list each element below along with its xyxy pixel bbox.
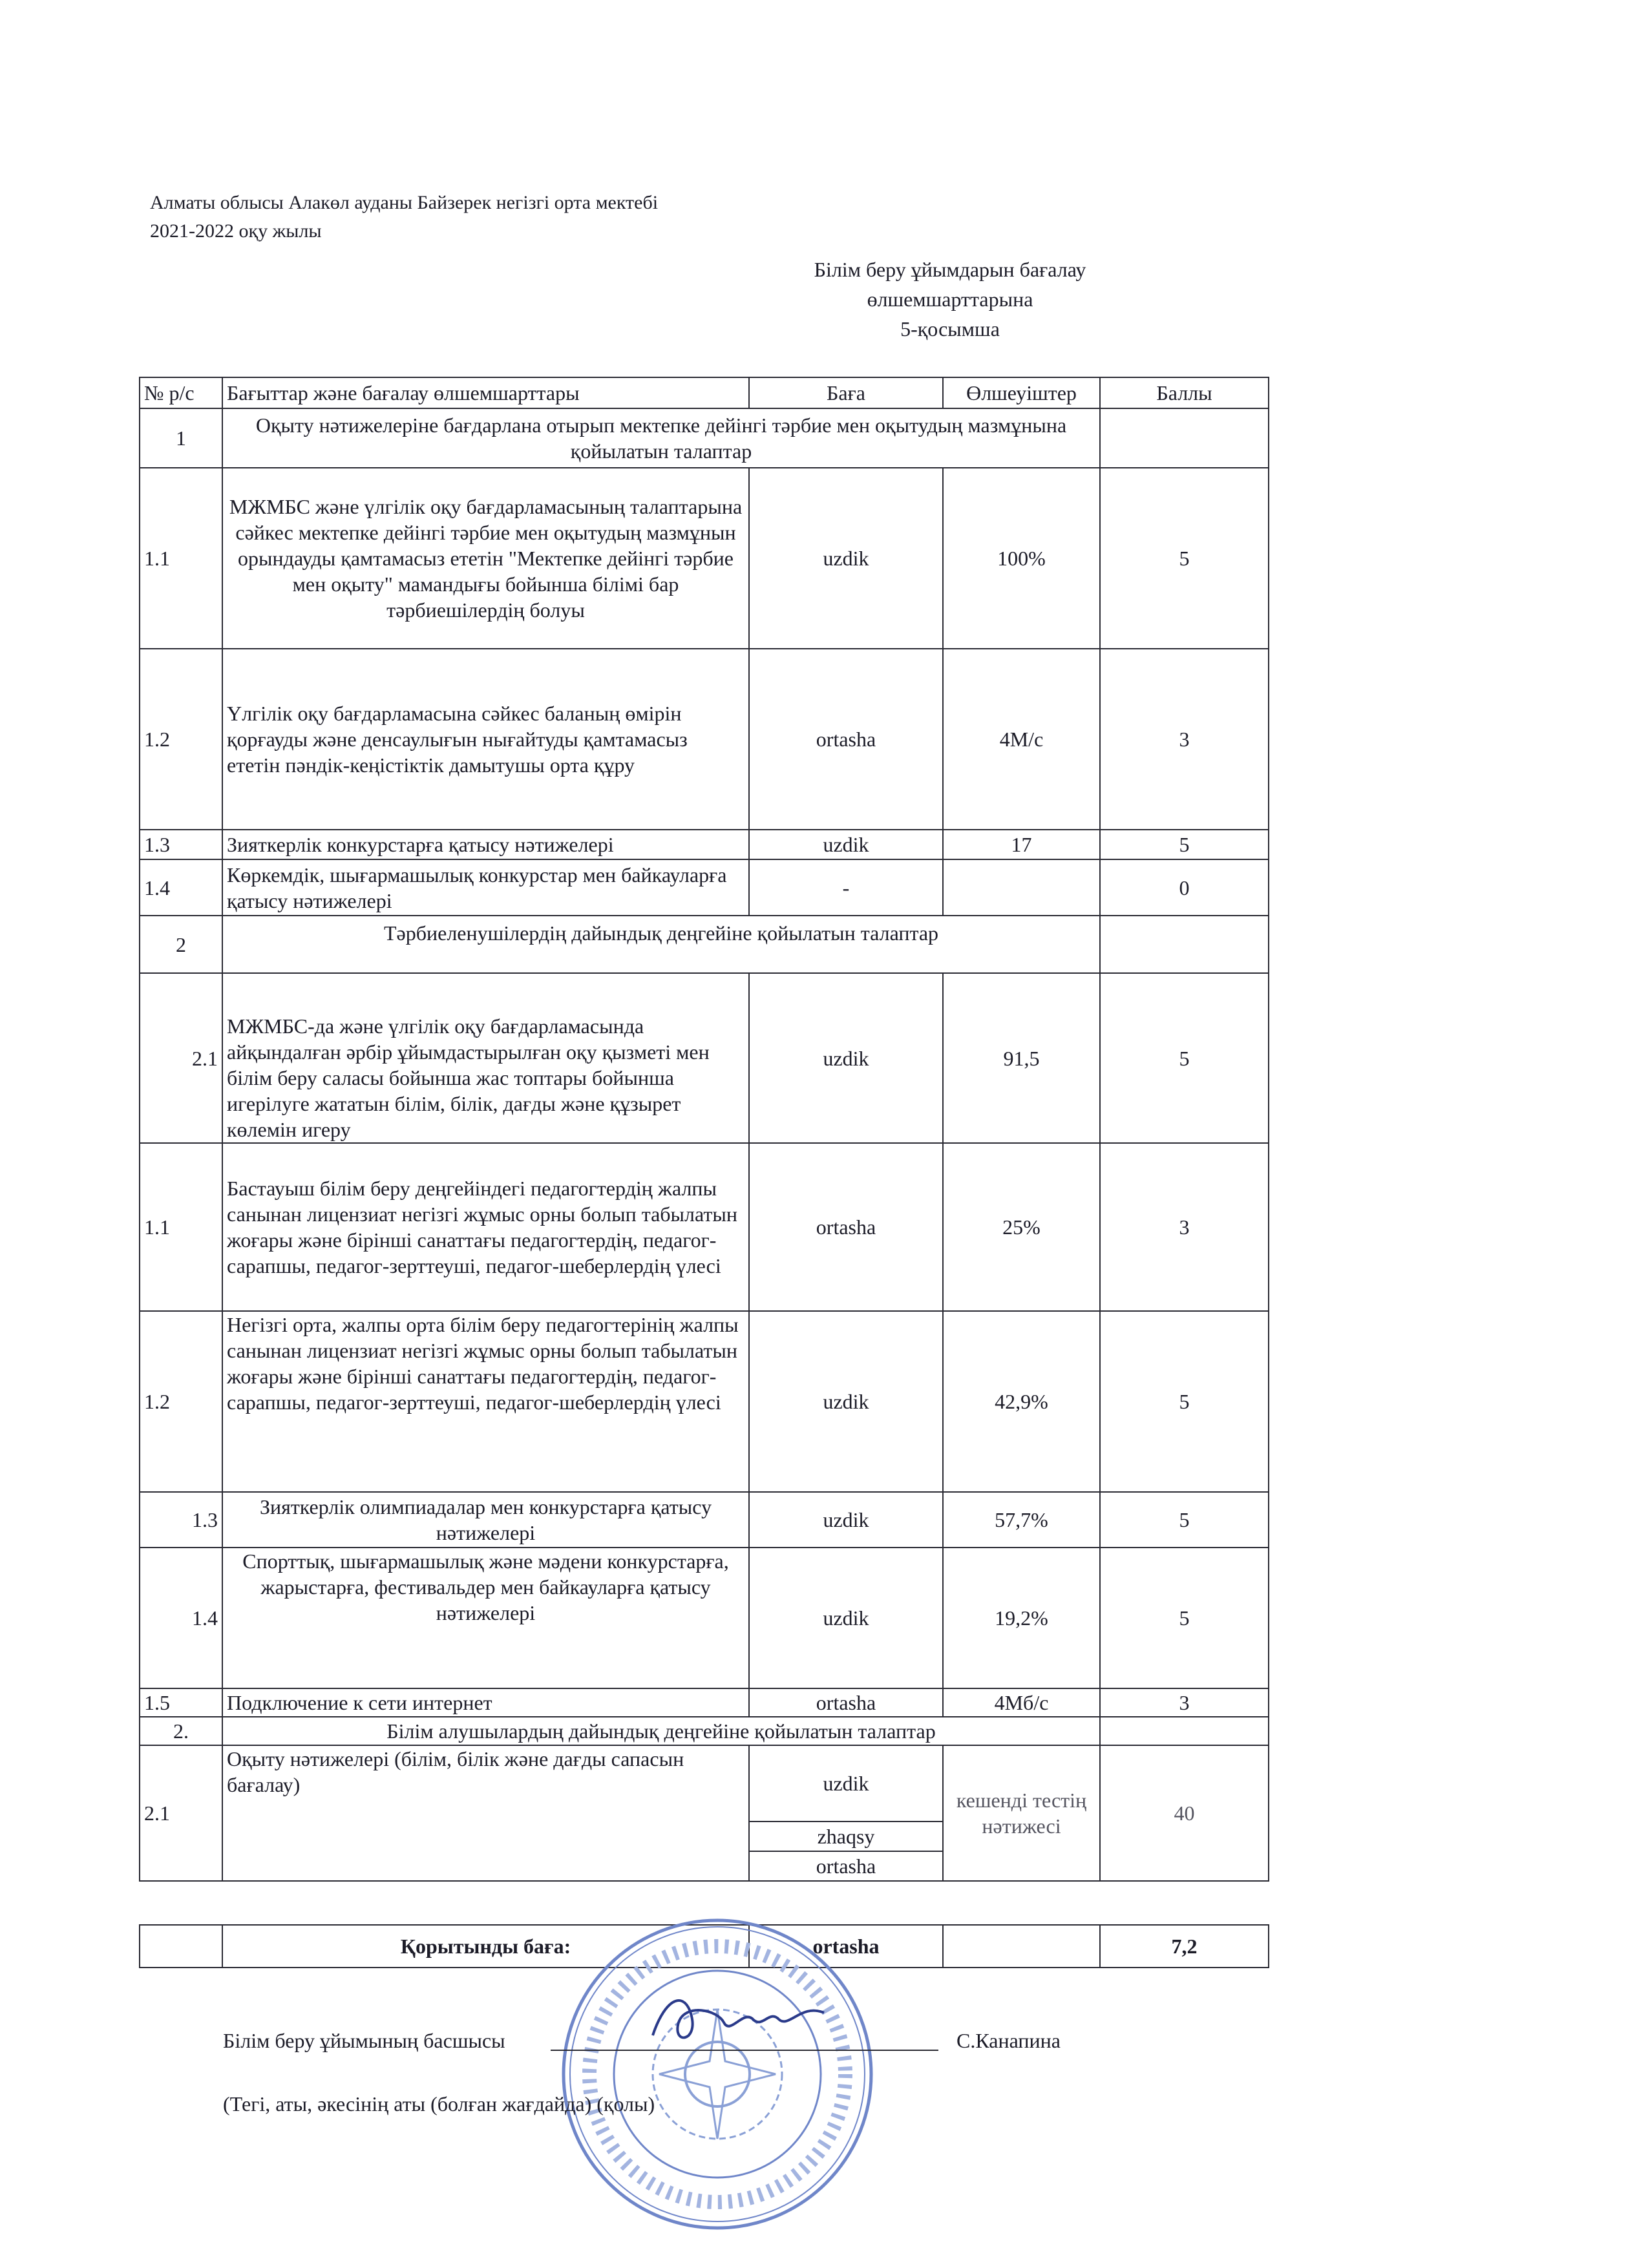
table-row: 1.1 Бастауыш білім беру деңгейіндегі педагогтердің жалпы санынан лицензиат негізгі жұмыс орны болып табылатын жоғары және бірінші санаттағы педагогтердің, педагог-сарапшы, педагог-зерттеуші, педагог-шеберлердің үлесі ortasha 25% 3 — [140, 1143, 1269, 1311]
table-row: 1.4 Көркемдік, шығармашылық конкурстар мен байкауларға қатысу нәтижелері - 0 — [140, 859, 1269, 916]
school-name: Алматы облысы Алакөл ауданы Байзерек негізгі орта мектебі — [150, 192, 659, 213]
table-row: 1.3 Зияткерлік олимпиадалар мен конкурстарға қатысу нәтижелері uzdik 57,7% 5 — [140, 1492, 1269, 1548]
table-row: 2.1 МЖМБС-да және үлгілік оқу бағдарламасында айқындалған әрбір ұйымдастырылған оқу қызметі мен білім беру саласы бойынша жас топтары бойынша игерілуге жататын білім, білік, дағды және құзырет көлемін игеру uzdik 91,5 5 — [140, 973, 1269, 1143]
academic-year: 2021-2022 оқу жылы — [150, 220, 322, 242]
table-row: 1 Оқыту нәтижелеріне бағдарлана отырып мектепке дейінгі тәрбие мен оқытудың мазмұнына қойылатын талаптар — [140, 408, 1269, 468]
table-row: 1.3 Зияткерлік конкурстарға қатысу нәтижелері uzdik 17 5 — [140, 830, 1269, 859]
total-score: 7,2 — [1100, 1925, 1269, 1968]
official-stamp-seal — [556, 1913, 879, 2236]
table-row: 1.5 Подключение к сети интернет ortasha 4Мб/с 3 — [140, 1688, 1269, 1717]
table-row: 2.1 Оқыту нәтижелері (білім, білік және дағды сапасын бағалау) uzdik кешенді тестің нәтижесі 40 — [140, 1745, 1269, 1822]
evaluation-table — [139, 377, 1269, 1882]
table-row: 1.2 Негізгі орта, жалпы орта білім беру педагогтерінің жалпы санынан лицензиат негізгі жұмыс орны болып табылатын жоғары және бірінші санаттағы педагогтердің, педагог-сарапшы, педагог-зерттеуші, педагог-шеберлердің үлесі uzdik 42,9% 5 — [140, 1311, 1269, 1492]
total-label: Қорытынды баға: — [222, 1925, 749, 1968]
signature-note: (Тегі, аты, әкесінің аты (болған жағдайда) (қолы) — [223, 2092, 655, 2116]
table-row: 1.1 МЖМБС және үлгілік оқу бағдарламасының талаптарына сәйкес мектепке дейінгі тәрбие мен оқытудың мазмұнын орындауды қамтамасыз ететін "Мектепке дейінгі тәрбие мен оқыту" мамандығы бойынша білімі бар тәрбиешілердің болуы uzdik 100% 5 — [140, 468, 1269, 649]
col-header-number: № р/с — [140, 377, 222, 408]
annex-line-1: Білім беру ұйымдарын бағалау — [814, 258, 1086, 281]
handwritten-signature — [640, 1984, 834, 2055]
table-row: 2 Тәрбиеленушілердің дайындық деңгейіне қойылатын талаптар — [140, 916, 1269, 973]
col-header-criteria: Бағыттар және бағалау өлшемшарттары — [222, 377, 749, 408]
annex-header — [730, 255, 1170, 344]
annex-line-3: 5-қосымша — [900, 317, 1000, 341]
col-header-measure: Өлшеуіштер — [943, 377, 1100, 408]
annex-line-2: өлшемшарттарына — [867, 288, 1033, 311]
table-row: 1.2 Үлгілік оқу бағдарламасына сәйкес баланың өмірін қорғауды және денсаулығын нығайтуды қамтамасыз ететін пәндік-кеңістіктік дамытушы орта құру ortasha 4М/с 3 — [140, 649, 1269, 830]
col-header-grade: Баға — [749, 377, 943, 408]
table-row: 2. Білім алушылардың дайындық деңгейіне қойылатын талаптар — [140, 1717, 1269, 1745]
signature-line — [551, 2050, 938, 2051]
signature-label: Білім беру ұйымының басшысы — [223, 2029, 505, 2052]
table-header-row — [140, 377, 1269, 408]
table-row: 1.4 Спорттық, шығармашылық және мәдени конкурстарға, жарыстарға, фестивальдер мен байкауларға қатысу нәтижелері uzdik 19,2% 5 — [140, 1548, 1269, 1688]
signatory-name: С.Канапина — [956, 2029, 1061, 2052]
table-row: zhaqsy — [140, 1822, 1269, 1851]
col-header-score: Баллы — [1100, 377, 1269, 408]
total-grade: ortasha — [749, 1925, 943, 1968]
school-header — [150, 189, 658, 246]
table-row: ortasha — [140, 1851, 1269, 1881]
